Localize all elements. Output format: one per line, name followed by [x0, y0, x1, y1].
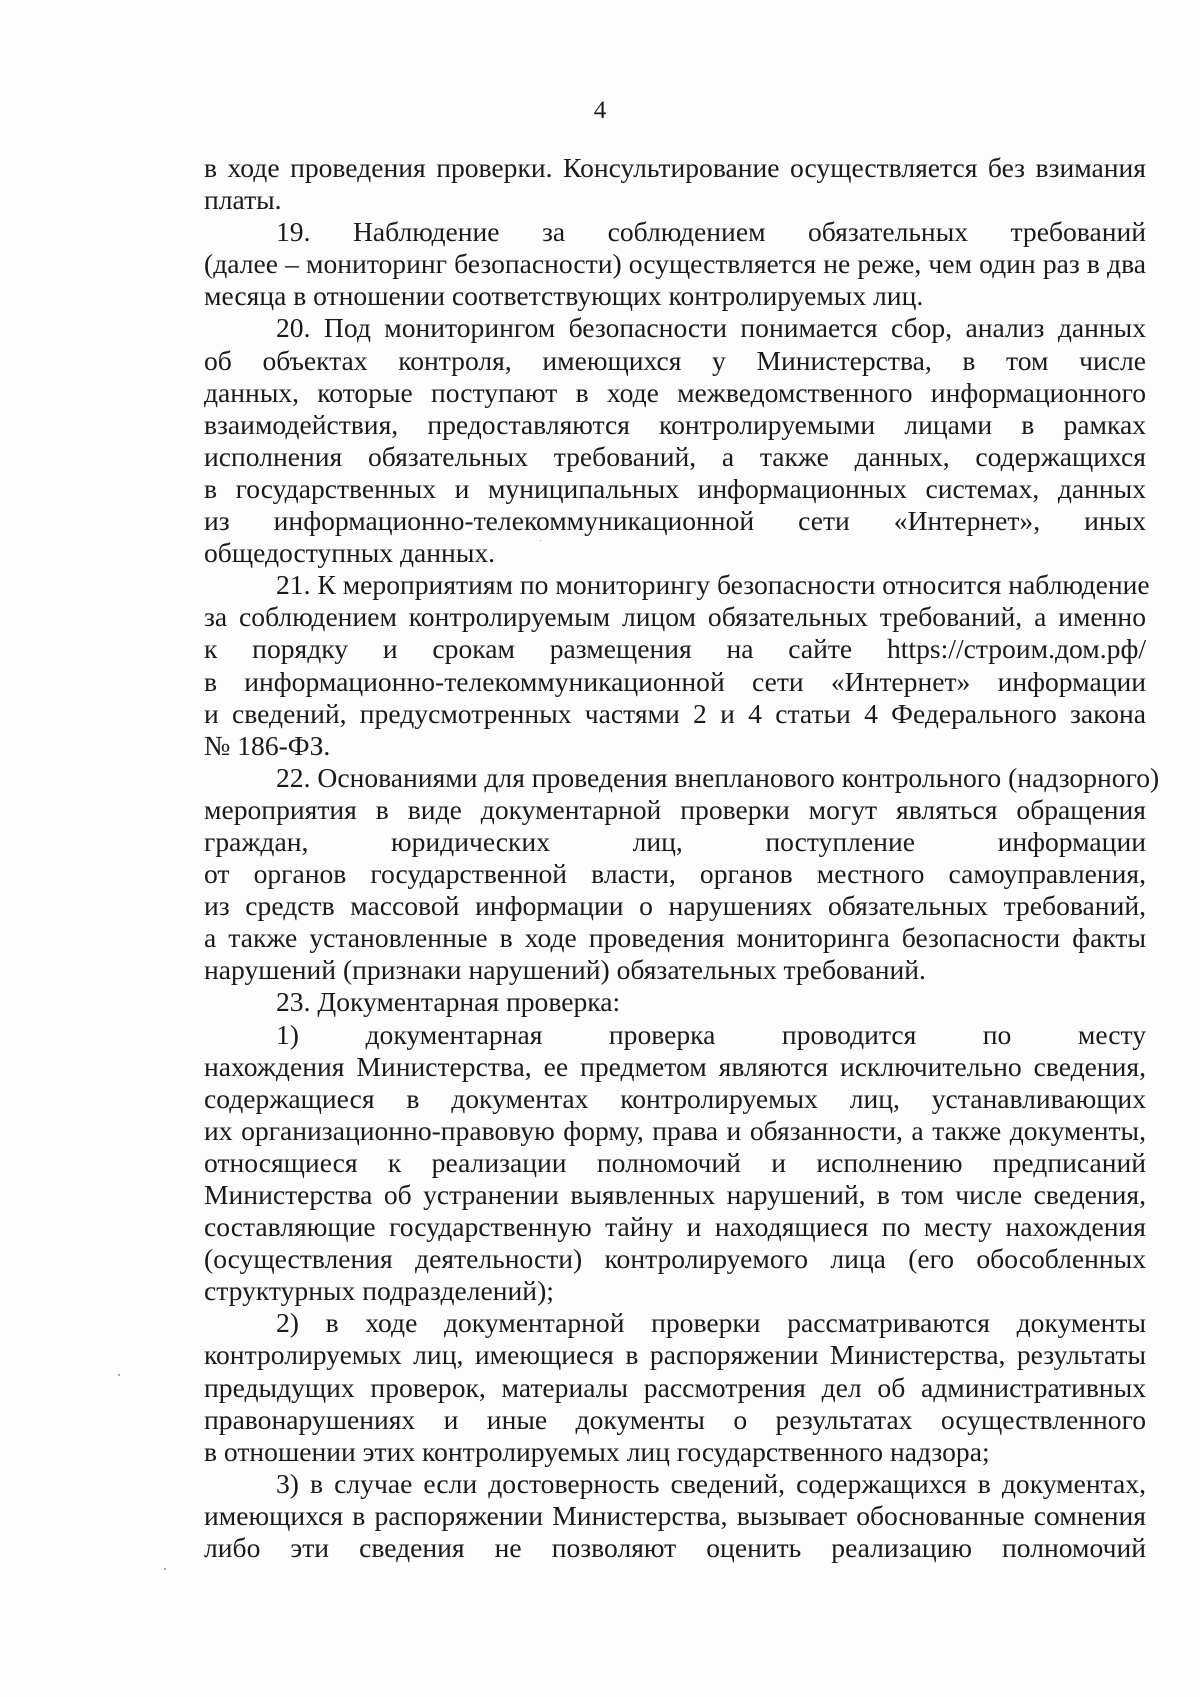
text-line: 20. Под мониторингом безопасности понимается сбор, анализ данных — [276, 312, 1146, 344]
text-line: из информационно-телекоммуникационной сети «Интернет», иных — [204, 505, 1146, 537]
text-line: в отношении этих контролируемых лиц государственного надзора; — [204, 1435, 990, 1467]
text-line: нахождения Министерства, ее предметом являются исключительно сведения, — [204, 1050, 1146, 1082]
text-line: либо эти сведения не позволяют оценить реализацию полномочий — [204, 1532, 1146, 1564]
text-line: № 186-ФЗ. — [204, 729, 331, 761]
text-line: 21. К мероприятиям по мониторингу безопасности относится наблюдение — [276, 569, 1150, 601]
text-line: к порядку и срокам размещения на сайте https://строим.дом.рф/ — [204, 633, 1146, 665]
text-line: (осуществления деятельности) контролируемого лица (его обособленных — [204, 1243, 1146, 1275]
paragraph-23-item-3 — [204, 1468, 1146, 1564]
text-line: а также установленные в ходе проведения мониторинга безопасности факты — [204, 922, 1146, 954]
text-line: платы. — [204, 184, 282, 216]
text-line: общедоступных данных. — [204, 537, 496, 569]
text-line: относящиеся к реализации полномочий и исполнению предписаний — [204, 1146, 1146, 1178]
text-line: их организационно-правовую форму, права и обязанности, а также документы, — [204, 1114, 1146, 1146]
scan-speck — [540, 540, 541, 541]
text-line: исполнения обязательных требований, а также данных, содержащихся — [204, 440, 1146, 472]
text-line: в информационно-телекоммуникационной сети «Интернет» информации — [204, 665, 1146, 697]
text-line: в государственных и муниципальных информационных системах, данных — [204, 472, 1146, 504]
text-line: за соблюдением контролируемым лицом обязательных требований, а именно — [204, 601, 1146, 633]
paragraph-19 — [204, 216, 1146, 312]
text-line: Министерства об устранении выявленных нарушений, в том числе сведения, — [204, 1179, 1146, 1210]
text-line: 23. Документарная проверка: — [276, 986, 621, 1018]
text-line: от органов государственной власти, органов местного самоуправления, — [204, 858, 1146, 890]
text-line: контролируемых лиц, имеющиеся в распоряжении Министерства, результаты — [204, 1339, 1146, 1371]
paragraph-23-heading — [204, 986, 1146, 1018]
page-number: 4 — [593, 97, 607, 124]
paragraph-21 — [204, 569, 1150, 762]
text-line: и сведений, предусмотренных частями 2 и 4 статьи 4 Федерального закона — [204, 697, 1146, 729]
paragraph-continuation — [204, 152, 1146, 216]
document-body — [204, 152, 1160, 1564]
paragraph-23-item-1 — [204, 1019, 1146, 1308]
text-line: об объектах контроля, имеющихся у Министерства, в том числе — [204, 344, 1146, 376]
text-line: составляющие государственную тайну и находящиеся по месту нахождения — [204, 1211, 1146, 1243]
paragraph-23-item-2 — [204, 1307, 1146, 1467]
text-line: месяца в отношении соответствующих контролируемых лиц. — [204, 280, 924, 312]
text-line: имеющихся в распоряжении Министерства, вызывает обоснованные сомнения — [204, 1499, 1146, 1531]
text-line: в ходе проведения проверки. Консультирование осуществляется без взимания — [204, 152, 1146, 183]
scan-speck — [164, 1568, 166, 1570]
text-line: 3) в случае если достоверность сведений, содержащихся в документах, — [276, 1467, 1146, 1499]
text-line: мероприятия в виде документарной проверки могут являться обращения — [204, 793, 1146, 825]
scan-speck — [118, 1374, 120, 1376]
text-line: данных, которые поступают в ходе межведомственного информационного — [204, 376, 1146, 408]
text-line: правонарушениях и иные документы о результатах осуществленного — [204, 1403, 1146, 1435]
text-line: (далее – мониторинг безопасности) осуществляется не реже, чем один раз в два — [204, 248, 1146, 280]
paragraph-20 — [204, 312, 1146, 569]
text-line: граждан, юридических лиц, поступление информации — [204, 825, 1146, 857]
text-line: взаимодействия, предоставляются контролируемыми лицами в рамках — [204, 408, 1146, 440]
text-line: предыдущих проверок, материалы рассмотрения дел об административных — [204, 1371, 1146, 1403]
text-line: 19. Наблюдение за соблюдением обязательных требований — [276, 216, 1146, 248]
paragraph-22 — [204, 761, 1160, 987]
text-line: содержащиеся в документах контролируемых лиц, устанавливающих — [204, 1082, 1146, 1114]
text-line: из средств массовой информации о нарушениях обязательных требований, — [204, 890, 1146, 922]
text-line: 2) в ходе документарной проверки рассматриваются документы — [276, 1307, 1146, 1339]
text-line: 1) документарная проверка проводится по месту — [276, 1018, 1146, 1050]
text-line: структурных подразделений); — [204, 1275, 554, 1307]
text-line: 22. Основаниями для проведения внепланового контрольного (надзорного) — [276, 761, 1160, 793]
text-line: нарушений (признаки нарушений) обязательных требований. — [204, 954, 926, 986]
